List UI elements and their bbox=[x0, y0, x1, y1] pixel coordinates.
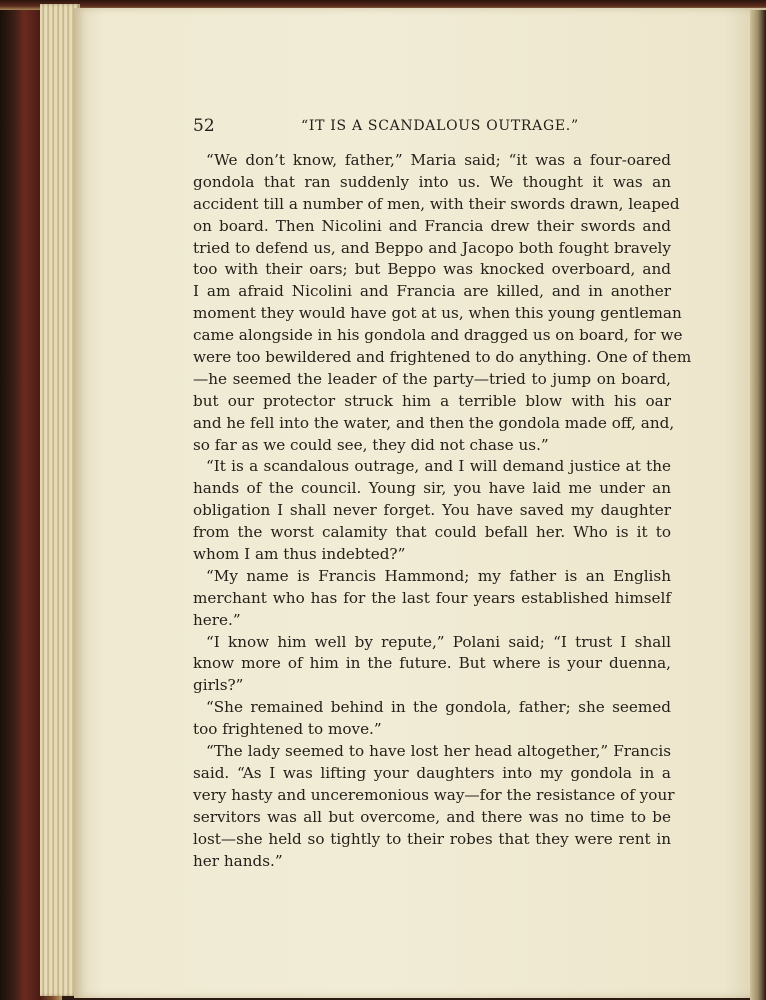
text-line: —he seemed the leader of the party—tried to jump on board, bbox=[193, 369, 671, 388]
paragraph bbox=[193, 741, 675, 872]
text-line: lost—she held so tightly to their robes that they were rent in bbox=[193, 829, 671, 848]
text-line: said. “As I was lifting your daughters into my gondola in a bbox=[193, 763, 671, 782]
text-line: “She remained behind in the gondola, father; she seemed bbox=[206, 698, 671, 717]
text-line: “It is a scandalous outrage, and I will demand justice at the bbox=[206, 457, 671, 476]
page-number: 52 bbox=[193, 116, 215, 136]
text-line: tried to defend us, and Beppo and Jacopo both fought bravely bbox=[193, 238, 671, 257]
page-header bbox=[193, 116, 673, 140]
text-line: servitors was all but overcome, and there was no time to be bbox=[193, 807, 671, 826]
text-line: her hands.” bbox=[193, 851, 283, 870]
text-line: moment they would have got at us, when this young gentleman bbox=[193, 304, 682, 323]
text-line: obligation I shall never forget. You have saved my daughter bbox=[193, 501, 671, 520]
body-text bbox=[193, 150, 692, 872]
text-line: hands of the council. Young sir, you have laid me under an bbox=[193, 479, 671, 498]
text-line: accident till a number of men, with their swords drawn, leaped bbox=[193, 194, 680, 213]
text-line: too with their oars; but Beppo was knocked overboard, and bbox=[193, 260, 671, 279]
text-line: too frightened to move.” bbox=[193, 720, 382, 739]
paragraph bbox=[193, 456, 671, 565]
text-line: “I know him well by repute,” Polani said; “I trust I shall bbox=[206, 632, 671, 651]
text-line: whom I am thus indebted?” bbox=[193, 545, 406, 564]
page-right-edge bbox=[750, 10, 766, 1000]
text-line: gondola that ran suddenly into us. We thought it was an bbox=[193, 172, 671, 191]
text-line: “The lady seemed to have lost her head altogether,” Francis bbox=[206, 742, 671, 761]
paragraph bbox=[193, 566, 671, 632]
text-line: I am afraid Nicolini and Francia are killed, and in another bbox=[193, 282, 671, 301]
text-line: so far as we could see, they did not chase us.” bbox=[193, 435, 549, 454]
text-line: but our protector struck him a terrible blow with his oar bbox=[193, 391, 671, 410]
text-line: girls?” bbox=[193, 676, 244, 695]
text-line: from the worst calamity that could befall her. Who is it to bbox=[193, 523, 671, 542]
running-title: “IT IS A SCANDALOUS OUTRAGE.” bbox=[301, 118, 579, 134]
text-line: on board. Then Nicolini and Francia drew their swords and bbox=[193, 216, 671, 235]
paragraph bbox=[193, 632, 671, 698]
text-line: were too bewildered and frightened to do anything. One of them bbox=[193, 348, 692, 367]
text-line: and he fell into the water, and then the gondola made off, and, bbox=[193, 413, 675, 432]
paragraph bbox=[193, 150, 692, 456]
text-line: came alongside in his gondola and dragged us on board, for we bbox=[193, 326, 683, 345]
text-line: know more of him in the future. But where is your duenna, bbox=[193, 654, 671, 673]
paragraph bbox=[193, 697, 671, 741]
text-line: “My name is Francis Hammond; my father is an English bbox=[206, 566, 671, 585]
text-line: “We don’t know, father,” Maria said; “it was a four-oared bbox=[206, 151, 671, 169]
text-line: merchant who has for the last four years established himself bbox=[193, 588, 671, 607]
text-line: here.” bbox=[193, 610, 241, 629]
text-line: very hasty and unceremonious way—for the resistance of your bbox=[193, 785, 675, 804]
